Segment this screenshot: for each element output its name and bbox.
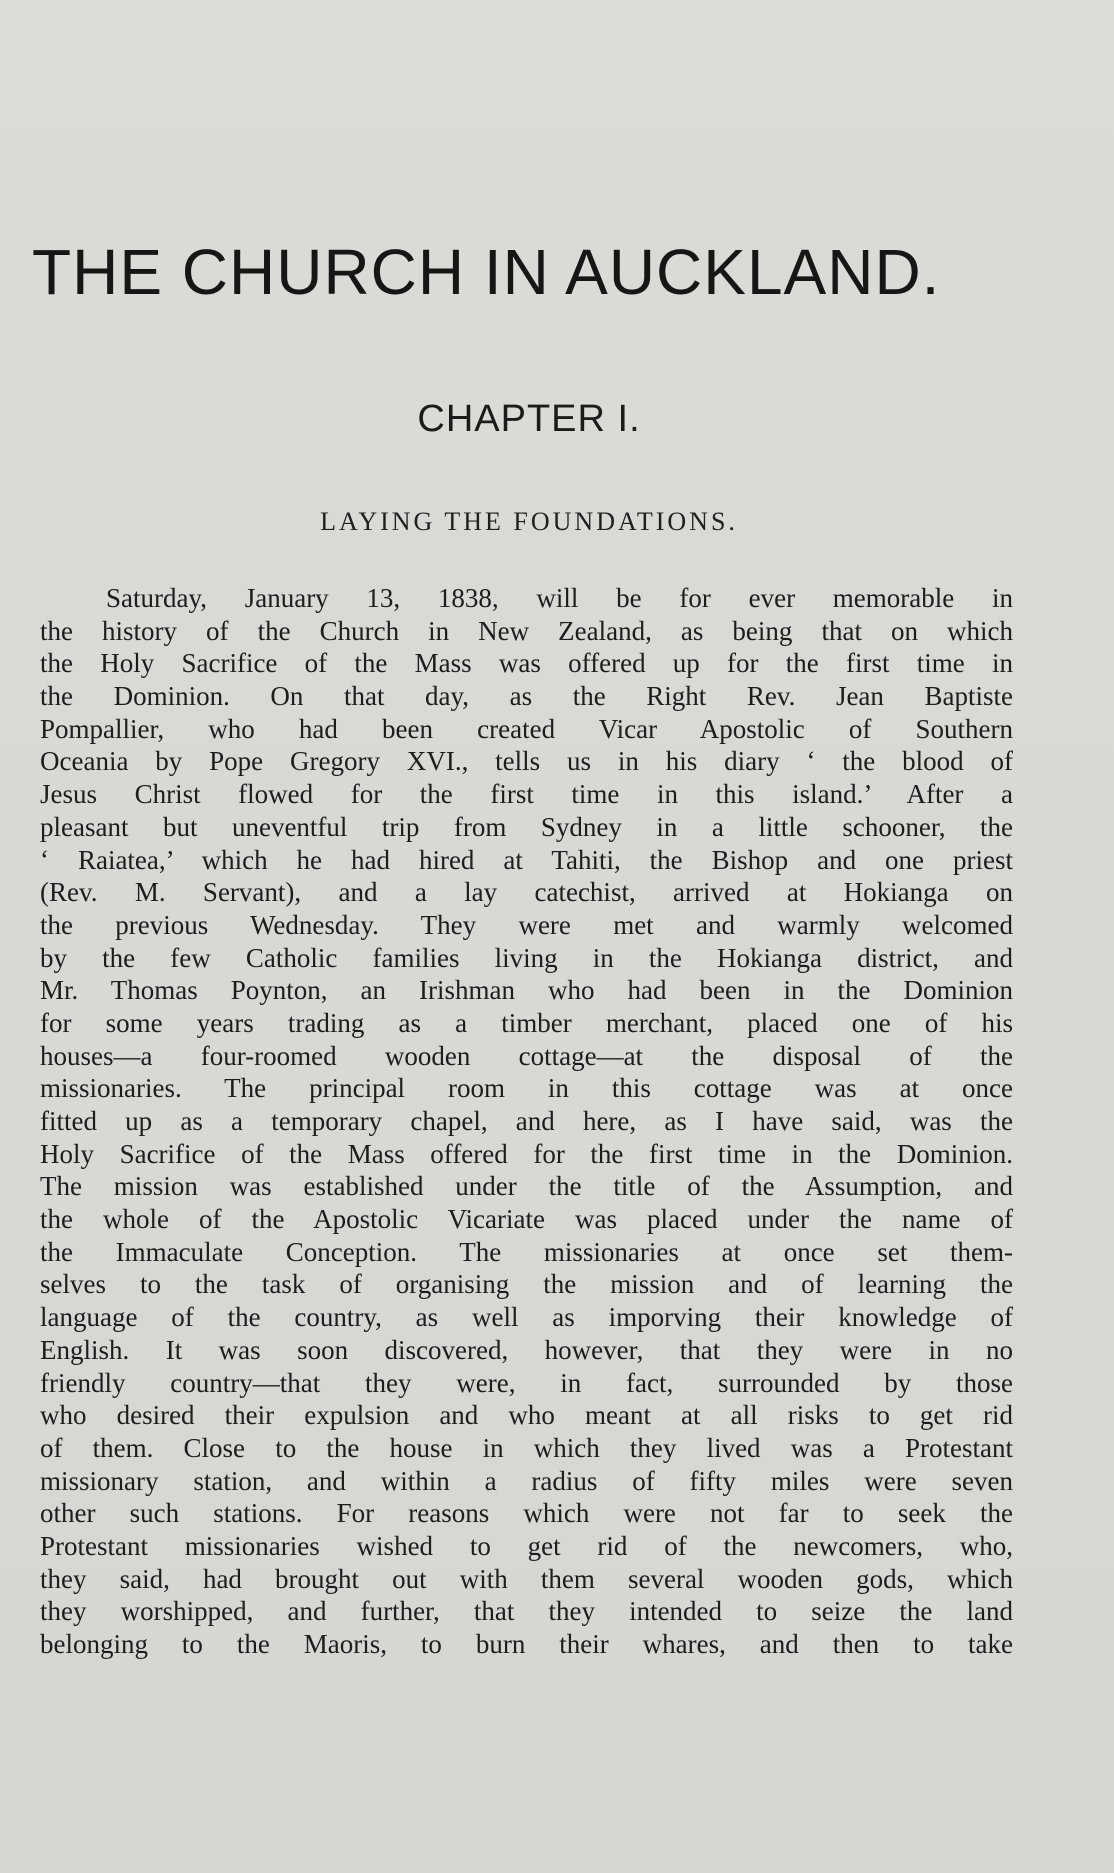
text-line: belonging to the Maoris, to burn their whares, and then to take [40, 1629, 1013, 1659]
text-line: Holy Sacrifice of the Mass offered for the first time in the Dominion. [40, 1138, 1013, 1169]
text-line: for some years trading as a timber merchant, placed one of his [40, 1007, 1013, 1038]
text-line: the Dominion. On that day, as the Right Rev. Jean Baptiste [40, 681, 1013, 712]
text-line: by the few Catholic families living in the Hokianga district, and [40, 942, 1013, 973]
text-line: ‘ Raiatea,’ which he had hired at Tahiti, the Bishop and one priest [40, 844, 1013, 875]
text-line: English. It was soon discovered, however, that they were in no [40, 1334, 1013, 1365]
text-line: Protestant missionaries wished to get rid of the newcomers, who, [40, 1530, 1013, 1561]
text-line: the history of the Church in New Zealand, as being that on which [40, 615, 1013, 646]
text-line: Saturday, January 13, 1838, will be for ever memorable in [106, 583, 1013, 613]
text-line: the previous Wednesday. They were met and warmly welcomed [40, 909, 1013, 940]
text-line: other such stations. For reasons which were not far to seek the [40, 1498, 1013, 1529]
text-line: they said, had brought out with them several wooden gods, which [40, 1563, 1013, 1594]
text-line: Jesus Christ flowed for the first time in this island.’ After a [40, 779, 1013, 810]
text-line: the whole of the Apostolic Vicariate was placed under the name of [40, 1204, 1013, 1235]
text-line: The mission was established under the title of the Assumption, and [40, 1171, 1013, 1202]
text-line: the Immaculate Conception. The missionaries at once set them- [40, 1236, 1013, 1267]
text-line: language of the country, as well as imporving their knowledge of [40, 1302, 1013, 1333]
text-line: missionary station, and within a radius of fifty miles were seven [40, 1465, 1013, 1496]
text-line: (Rev. M. Servant), and a lay catechist, arrived at Hokianga on [40, 877, 1013, 908]
body-paragraph [40, 582, 1013, 1661]
chapter-heading: CHAPTER I. [417, 398, 641, 440]
text-line: selves to the task of organising the mission and of learning the [40, 1269, 1013, 1300]
text-line: houses—a four-roomed wooden cottage—at the disposal of the [40, 1040, 1013, 1071]
text-line: pleasant but uneventful trip from Sydney in a little schooner, the [40, 811, 1013, 842]
text-line: Pompallier, who had been created Vicar Apostolic of Southern [40, 713, 1013, 744]
text-line: the Holy Sacrifice of the Mass was offered up for the first time in [40, 648, 1013, 679]
text-line: they worshipped, and further, that they intended to seize the land [40, 1596, 1013, 1627]
text-line: missionaries. The principal room in this cottage was at once [40, 1073, 1013, 1104]
text-line: who desired their expulsion and who meant at all risks to get rid [40, 1400, 1013, 1431]
text-line: Oceania by Pope Gregory XVI., tells us in his diary ‘ the blood of [40, 746, 1013, 777]
text-line: Mr. Thomas Poynton, an Irishman who had been in the Dominion [40, 975, 1013, 1006]
text-line: fitted up as a temporary chapel, and here, as I have said, was the [40, 1106, 1013, 1136]
book-title: THE CHURCH IN AUCKLAND. [32, 236, 941, 308]
chapter-subtitle: LAYING THE FOUNDATIONS. [320, 507, 738, 536]
text-line: of them. Close to the house in which they lived was a Protestant [40, 1432, 1013, 1463]
text-line: friendly country—that they were, in fact, surrounded by those [40, 1367, 1013, 1398]
